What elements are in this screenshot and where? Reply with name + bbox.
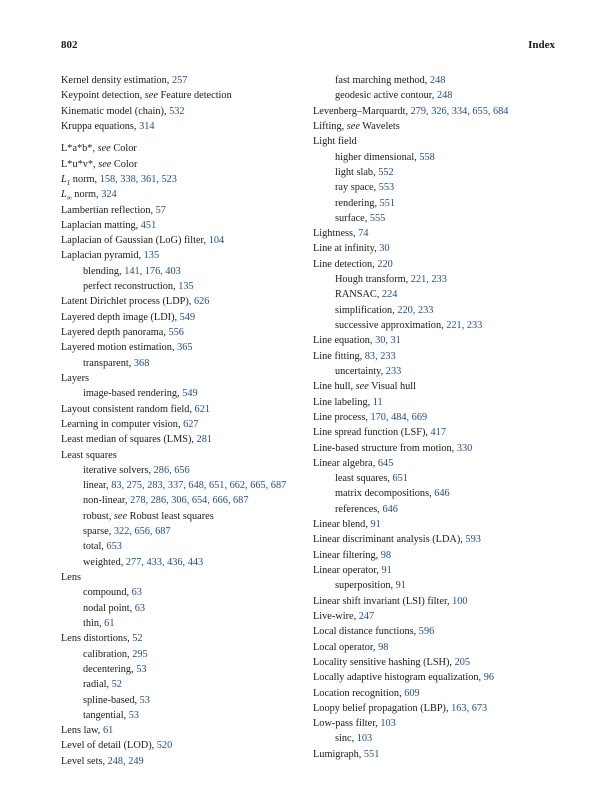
entry-term: Line labeling, [313,396,373,408]
index-entry [313,349,568,364]
see-reference: see [98,158,112,170]
page-references-link[interactable]: 555 [369,212,386,224]
page-references-link[interactable]: 100 [452,595,468,607]
page-references-link[interactable]: 247 [358,610,375,622]
entry-term: Linear discriminant analysis (LDA), [313,534,466,546]
entry-term: robust, [83,510,114,522]
math-subscript: ∞ [66,194,72,203]
index-entry [313,716,568,731]
entry-term: Linear filtering, [313,549,381,561]
page-header [61,39,555,55]
index-subentry [61,493,311,508]
index-entry [61,104,311,119]
running-title: Index [528,39,555,51]
entry-term: Lens distortions, [61,633,133,645]
index-entry [61,203,311,218]
entry-term: norm, [71,189,102,201]
entry-term: transparent, [83,357,134,369]
page-references-link[interactable]: 549 [179,311,196,323]
entry-term: sparse, [83,526,114,538]
entry-term: compound, [83,587,132,599]
math-subscript: 1 [66,178,71,187]
page-references-link[interactable]: 552 [378,166,394,178]
page-references-link[interactable]: 593 [465,534,481,546]
entry-term: total, [83,541,107,553]
entry-term: Layered motion estimation, [61,342,178,354]
entry-term: linear, [83,480,112,492]
entry-term: thin, [83,617,105,629]
index-entry [313,670,568,685]
entry-term: image-based rendering, [83,388,183,400]
entry-term: Line process, [313,411,371,423]
entry-term: spline-based, [83,694,140,706]
page-references-link[interactable]: 277, 433, 436, 443 [125,556,204,568]
index-subentry [313,287,568,302]
entry-term: Least median of squares (LMS), [61,434,197,446]
entry-term: calibration, [83,648,133,660]
entry-term: higher dimensional, [335,151,420,163]
index-subentry [61,524,311,539]
index-subentry [61,585,311,600]
page-references-link[interactable]: 257 [171,75,188,86]
entry-term: successive approximation, [335,320,447,331]
page-references-link[interactable]: 220, 233 [397,304,434,316]
see-reference: see [144,90,158,102]
index-subentry [313,180,568,195]
page-references-link[interactable]: 645 [377,457,394,469]
index-entry [313,517,568,532]
entry-term: Local operator, [313,641,379,653]
page-references-link[interactable]: 324 [101,189,117,201]
entry-term: superposition, [335,580,396,592]
index-column-left [61,73,311,769]
page-references-link[interactable]: 98 [380,549,392,561]
entry-term: Linear blend, [313,519,371,531]
index-subentry [313,578,568,593]
entry-term: sinc, [335,733,357,745]
index-entry [313,548,568,563]
entry-term: Lambertian reflection, [61,204,156,216]
entry-term: Lifting, [313,120,347,132]
index-entry [61,141,311,156]
entry-term: Line equation, [313,335,376,347]
entry-term: Line spread function (LSF), [313,427,431,439]
index-entry [61,88,311,103]
page-references-link[interactable]: 158, 338, 361, 523 [99,173,177,185]
entry-term: Live-wire, [313,610,359,622]
entry-term: Linear algebra, [313,457,378,469]
index-entry [61,233,311,248]
page-references-link[interactable]: 532 [169,105,185,117]
index-entry [313,119,568,134]
entry-term: fast marching method, [335,75,430,86]
index-subentry [313,318,568,333]
index-entry [313,410,568,425]
page-references-link[interactable]: 626 [193,296,210,308]
entry-term: Light field [313,136,357,148]
page-references-link[interactable]: 281 [196,434,212,446]
page-references-link[interactable]: 61 [104,617,115,629]
page-references-link[interactable]: 646 [434,488,450,500]
index-entry [313,441,568,456]
entry-term: L*u*v*, [61,158,99,170]
page-references-link[interactable]: 621 [194,403,210,415]
entry-term: Kinematic model (chain), [61,105,170,117]
entry-term: geodesic active contour, [335,90,437,102]
page-references-link[interactable]: 417 [430,427,446,439]
see-reference: see [346,120,360,132]
entry-term: Levenberg–Marquardt, [313,105,411,117]
index-entry [61,738,311,753]
page-references-link[interactable]: 91 [381,565,392,576]
entry-term: Laplacian pyramid, [61,250,144,262]
entry-term: references, [335,503,383,515]
math-symbol: $L_1$ [61,173,71,187]
index-subentry [61,509,311,524]
see-reference: see [355,381,369,393]
index-subentry [61,708,311,723]
page-references-link[interactable]: 651 [392,473,408,485]
index-entry [313,701,568,716]
index-entry [61,157,311,172]
entry-term: Lens law, [61,725,103,737]
index-entry [61,294,311,309]
page-references-link[interactable]: 322, 656, 687 [113,526,171,538]
entry-term: Layout consistent random field, [61,403,195,415]
entry-term: decentering, [83,663,137,675]
index-entry [313,134,568,149]
page-references-link[interactable]: 286, 656 [153,464,190,476]
index-entry [61,417,311,432]
index-subentry [313,165,568,180]
index-entry [61,218,311,233]
page-references-link[interactable]: 61 [102,725,114,737]
entry-term: surface, [335,212,370,224]
index-subentry [61,647,311,662]
see-target: Color [110,143,137,155]
page-references-link[interactable]: 646 [382,503,398,515]
page-number: 802 [61,39,78,51]
entry-term: Kruppa equations, [61,120,140,132]
index-entry [313,563,568,578]
entry-term: ray space, [335,182,379,194]
page-references-link[interactable]: 365 [177,342,193,354]
page-references-link[interactable]: 205 [454,656,471,668]
entry-term: Location recognition, [313,687,405,699]
entry-term: Hough transform, [335,274,411,286]
page-references-link[interactable]: 163, 673 [451,702,488,714]
entry-term: Learning in computer vision, [61,418,184,430]
entry-term: Locality sensitive hashing (LSH), [313,656,455,668]
index-entry [313,609,568,624]
page-references-link[interactable]: 314 [139,120,155,132]
page-references-link[interactable]: 368 [133,357,150,369]
page-references-link[interactable]: 558 [419,151,435,163]
index-subentry [61,386,311,401]
page-references-link[interactable]: 103 [356,733,373,745]
index-entry [61,325,311,340]
index-subentry [313,73,568,88]
see-reference: see [113,510,128,522]
index-entry [313,747,568,762]
index-subentry [313,303,568,318]
index-subentry [313,502,568,517]
entry-term: uncertainty, [335,365,386,377]
index-entry [313,241,568,256]
index-subentry [61,279,311,294]
see-target: Wavelets [359,120,400,132]
index-entry [313,395,568,410]
index-subentry [61,356,311,371]
page-references-link[interactable]: 220 [377,258,393,270]
page-references-link[interactable]: 103 [380,718,396,730]
page-references-link[interactable]: 53 [136,663,147,675]
entry-term: iterative solvers, [83,464,154,476]
page-references-link[interactable]: 224 [381,289,398,301]
index-subentry [313,88,568,103]
index-entry [313,686,568,701]
see-target: Feature detection [157,90,232,102]
index-entry [313,379,568,394]
index-entry [313,640,568,655]
see-target: Visual hull [368,381,417,393]
page-references-link[interactable]: 609 [404,687,420,699]
entry-term: Lens [61,572,82,583]
index-subentry [313,731,568,746]
index-subentry [61,264,311,279]
entry-term: Keypoint detection, [61,90,145,102]
page-references-link[interactable]: 221, 233 [446,320,483,331]
page-references-link[interactable]: 83, 275, 283, 337, 648, 651, 662, 665, 687 [111,480,287,492]
index-subentry [61,478,311,493]
entry-term: Line fitting, [313,350,365,362]
page-references-link[interactable]: 330 [456,442,473,454]
page-references-link[interactable]: 653 [106,541,122,553]
index-subentry [61,616,311,631]
index-subentry [313,211,568,226]
entry-term: L*a*b*, [61,143,98,155]
entry-term: blending, [83,265,125,277]
index-subentry [61,677,311,692]
index-entry [61,119,311,134]
entry-term: Least squares [61,449,117,461]
index-entry [61,340,311,355]
page-references-link[interactable]: 553 [378,182,395,194]
entry-term: Layers [61,372,90,384]
index-entry [61,248,311,263]
page-references-link[interactable]: 52 [132,633,143,645]
entry-term: Layered depth panorama, [61,327,169,338]
page-references-link[interactable]: 549 [182,388,198,400]
index-subentry [61,539,311,554]
page-references-link[interactable]: 551 [379,197,396,209]
index-entry [313,257,568,272]
page-references-link[interactable]: 74 [358,228,369,240]
page-references-link[interactable]: 278, 286, 306, 654, 666, 687 [130,495,249,507]
entry-term: Laplacian of Gaussian (LoG) filter, [61,235,209,247]
index-entry [61,187,311,202]
entry-term: weighted, [83,556,126,568]
entry-term: norm, [70,173,100,185]
entry-term: tangential, [83,709,129,721]
page-references-link[interactable]: 279, 326, 334, 655, 684 [410,105,509,117]
entry-term: Level of detail (LOD), [61,740,157,752]
see-target: Robust least squares [127,510,214,522]
page-references-link[interactable]: 63 [131,587,142,599]
index-entry [61,631,311,646]
entry-term: RANSAC, [335,289,382,301]
page-references-link[interactable]: 233 [385,365,402,377]
page-references-link[interactable]: 11 [372,396,383,408]
index-entry [61,172,311,187]
index-entry [313,655,568,670]
page-references-link[interactable]: 104 [208,235,225,247]
index-subentry [313,364,568,379]
entry-term: Locally adaptive histogram equalization, [313,672,484,684]
entry-term: Lightness, [313,228,359,240]
entry-term: Line detection, [313,258,378,270]
index-subentry [313,196,568,211]
page-references-link[interactable]: 83, 233 [364,350,396,362]
index-subentry [313,150,568,165]
entry-term: Line at infinity, [313,243,380,255]
page-references-link[interactable]: 221, 233 [410,274,447,286]
page-references-link[interactable]: 63 [134,602,146,614]
index-entry [313,226,568,241]
entry-term: Local distance functions, [313,626,419,638]
entry-term: Layered depth image (LDI), [61,311,180,323]
index-entry [61,73,311,88]
section-gap [61,134,311,141]
entry-term: Line-based structure from motion, [313,442,457,454]
entry-term: Linear shift invariant (LSI) filter, [313,595,453,607]
index-entry [61,723,311,738]
entry-term: perfect reconstruction, [83,281,179,293]
index-subentry [61,555,311,570]
entry-term: Level sets, [61,755,108,767]
entry-term: Laplacian matting, [61,219,141,231]
page-references-link[interactable]: 451 [140,219,157,231]
entry-term: non-linear, [83,495,131,507]
page-references-link[interactable]: 135 [178,281,194,293]
index-subentry [313,471,568,486]
entry-term: rendering, [335,197,380,209]
entry-term: nodal point, [83,602,135,614]
page-references-link[interactable]: 248 [436,90,453,102]
index-entry [313,333,568,348]
see-reference: see [97,143,111,155]
entry-term: Linear operator, [313,565,382,576]
index-entry [313,594,568,609]
index-entry [61,371,311,386]
index-entry [61,448,311,463]
page-references-link[interactable]: 520 [156,740,173,752]
page-references-link[interactable]: 52 [111,679,122,691]
page-references-link[interactable]: 53 [139,694,150,706]
page-references-link[interactable]: 248 [429,75,446,86]
page-references-link[interactable]: 98 [378,641,389,653]
page-references-link[interactable]: 170, 484, 669 [370,411,428,423]
index-entry [313,624,568,639]
page-references-link[interactable]: 295 [132,648,148,660]
index-entry [61,754,311,769]
page-references-link[interactable]: 53 [128,709,140,721]
entry-term: light slab, [335,166,379,178]
index-column-right [313,73,568,762]
page-references-link[interactable]: 91 [395,580,406,592]
entry-term: matrix decompositions, [335,488,435,500]
index-entry [313,532,568,547]
index-entry [61,570,311,585]
index-entry [313,104,568,119]
index-entry [61,310,311,325]
index-subentry [313,272,568,287]
entry-term: radial, [83,679,112,691]
page-references-link[interactable]: 596 [418,626,435,638]
index-subentry [61,662,311,677]
page-references-link[interactable]: 30 [379,243,390,255]
page-references-link[interactable]: 96 [483,672,494,684]
page-references-link[interactable]: 30, 31 [375,335,401,347]
page-references-link[interactable]: 135 [143,250,160,262]
page-references-link[interactable]: 556 [168,327,184,338]
page-references-link[interactable]: 248, 249 [107,755,144,767]
page-references-link[interactable]: 551 [363,748,380,760]
see-target: Color [111,158,138,170]
math-symbol: $L_\infty$ [61,189,72,203]
entry-term: Loopy belief propagation (LBP), [313,702,452,714]
index-entry [61,402,311,417]
index-subentry [61,601,311,616]
index-entry [313,456,568,471]
entry-term: Lumigraph, [313,748,364,760]
index-subentry [61,693,311,708]
entry-term: least squares, [335,473,393,485]
entry-term: simplification, [335,304,398,316]
index-subentry [61,463,311,478]
entry-term: Low-pass filter, [313,718,381,730]
index-subentry [313,486,568,501]
index-entry [313,425,568,440]
page-references-link[interactable]: 627 [183,418,199,430]
entry-term: Latent Dirichlet process (LDP), [61,296,194,308]
index-entry [61,432,311,447]
entry-term: Kernel density estimation, [61,75,172,86]
page-references-link[interactable]: 141, 176, 403 [124,265,181,277]
page-references-link[interactable]: 91 [370,519,381,531]
page-references-link[interactable]: 57 [155,204,166,216]
entry-term: Line hull, [313,381,356,393]
